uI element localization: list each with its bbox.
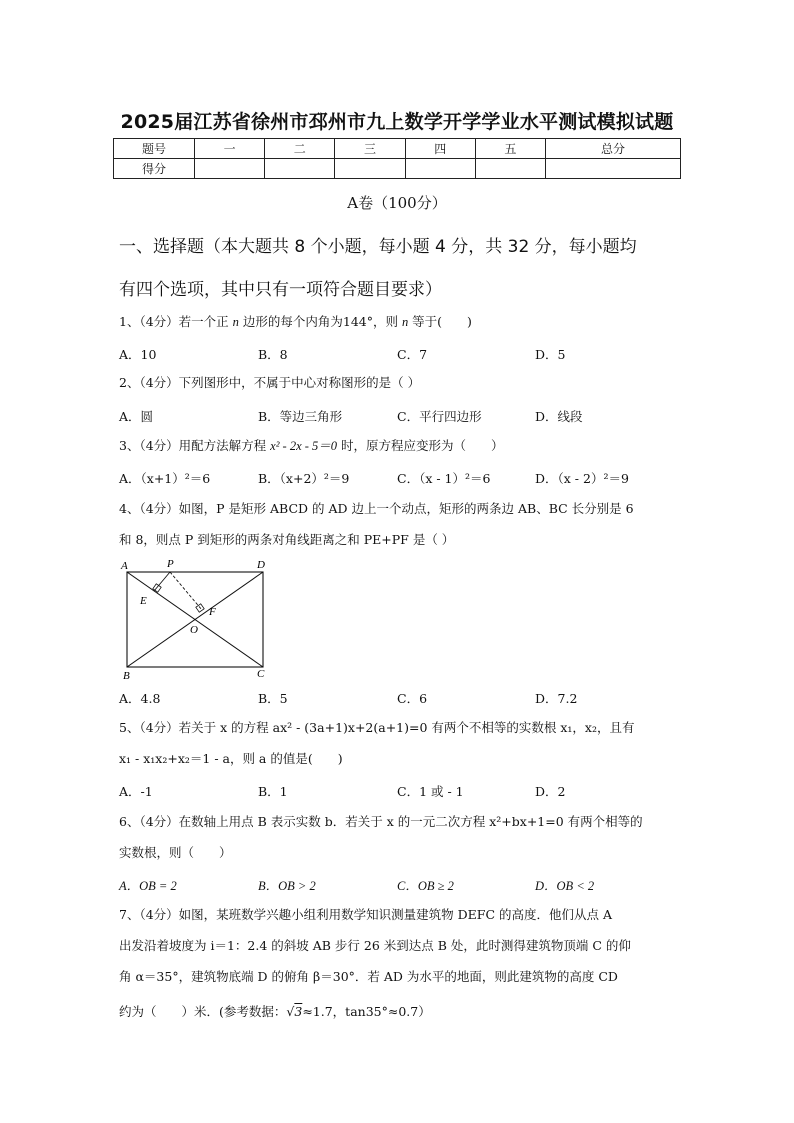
question-1 [119,312,684,332]
option-d[interactable]: D．OB < 2 [535,879,595,893]
rectangle-figure [117,557,277,682]
question-7-line3: 角 α＝35°，建筑物底端 D 的俯角 β＝30°．若 AD 为水平的地面，则此建筑物的高度 CD [119,969,618,984]
q7-sqrt-value: 3 [294,1004,303,1019]
option-c[interactable]: C．（x - 1）²＝6 [397,471,491,486]
q3-pre: 3、（4分）用配方法解方程 [119,438,271,453]
option-a[interactable]: A．圆 [119,409,154,424]
label-b: B [123,670,130,682]
option-a[interactable]: A．4.8 [119,691,161,706]
option-c[interactable]: C．平行四边形 [397,409,482,424]
table-cell: 总分 [546,139,681,159]
option-b[interactable]: B．8 [258,347,288,362]
score-cell[interactable] [335,159,405,179]
option-c[interactable]: C．7 [397,347,428,362]
table-cell: 二 [265,139,335,159]
option-a[interactable]: A．-1 [119,784,153,799]
table-cell: 五 [475,139,545,159]
q1-post: 等于( ) [408,314,472,329]
page-title: 2025届江苏省徐州市邳州市九上数学开学学业水平测试模拟试题 [120,111,674,133]
q5-options [119,782,684,800]
option-d[interactable]: D．5 [535,347,566,362]
score-cell[interactable] [265,159,335,179]
score-cell[interactable] [195,159,265,179]
option-a[interactable]: A．OB = 2 [119,879,177,893]
question-7-line2: 出发沿着坡度为 i＝1：2.4 的斜坡 AB 步行 26 米到达点 B 处，此时测得建筑物顶端 C 的仰 [119,938,631,953]
q1-pre: 1、（4分）若一个正 [119,314,233,329]
question-5-line2: x₁ - x₁x₂+x₂＝1 - a，则 a 的值是( ) [119,751,343,766]
option-b[interactable]: B．等边三角形 [258,409,343,424]
table-cell: 一 [195,139,265,159]
section-title: A卷（100分） [347,194,447,212]
table-row [114,139,681,159]
option-b[interactable]: B．1 [258,784,288,799]
q6-options [119,876,684,894]
score-table [113,138,681,179]
q1-options [119,345,684,363]
q1-n1: n [232,315,239,329]
section-heading-line2: 有四个选项，其中只有一项符合题目要求） [119,280,442,300]
q4-options [119,689,684,707]
option-c[interactable]: C．6 [397,691,428,706]
question-5-line1: 5、（4分）若关于 x 的方程 ax² - (3a+1)x+2(a+1)=0 有两个不相等的实数根 x₁，x₂，且有 [119,720,635,735]
q3-post: 时，原方程应变形为（ ） [337,438,504,453]
option-c[interactable]: C．1 或 - 1 [397,784,464,799]
label-f: F [209,606,216,618]
option-a[interactable]: A．10 [119,347,157,362]
option-d[interactable]: D．7.2 [535,691,578,706]
q1-mid: 边形的每个内角为144°，则 [238,314,402,329]
table-cell: 题号 [114,139,195,159]
option-b[interactable]: B．OB > 2 [258,879,316,893]
question-4-line2: 和 8，则点 P 到矩形的两条对角线距离之和 PE+PF 是（ ） [119,532,455,547]
question-3 [119,436,684,456]
option-b[interactable]: B．（x+2）²＝9 [258,471,350,486]
q7-line4-pre: 约为（ ）米．(参考数据： [119,1004,287,1019]
question-7-line4 [119,1002,684,1022]
table-cell: 得分 [114,159,195,179]
q7-line4-post: ≈1.7，tan35°≈0.7） [302,1004,431,1019]
question-4-line1: 4、（4分）如图，P 是矩形 ABCD 的 AD 边上一个动点，矩形的两条边 AB、BC 长分别是 6 [119,501,634,516]
table-cell: 四 [405,139,475,159]
option-d[interactable]: D．（x - 2）²＝9 [535,471,629,486]
q1-n2: n [401,315,409,329]
q3-options [119,469,684,487]
question-2: 2、（4分）下列图形中，不属于中心对称图形的是（ ） [119,375,421,390]
score-cell[interactable] [405,159,475,179]
label-d: D [257,559,265,571]
question-7-line1: 7、（4分）如图，某班数学兴趣小组利用数学知识测量建筑物 DEFC 的高度．他们从点 A [119,907,612,922]
table-row [114,159,681,179]
score-cell[interactable] [475,159,545,179]
q3-equation: x² - 2x - 5＝0 [270,439,338,453]
section-heading-line1: 一、选择题（本大题共 8 个小题，每小题 4 分，共 32 分，每小题均 [119,237,637,257]
table-cell: 三 [335,139,405,159]
sqrt-icon: √ [286,1004,295,1019]
label-o: O [190,624,198,636]
segment-pf [170,572,202,610]
option-a[interactable]: A．（x+1）²＝6 [119,471,211,486]
question-6-line2: 实数根，则（ ） [119,845,232,860]
option-c[interactable]: C．OB ≥ 2 [397,879,454,893]
q2-options [119,407,684,425]
question-6-line1: 6、（4分）在数轴上用点 B 表示实数 b．若关于 x 的一元二次方程 x²+bx+1=0 有两个相等的 [119,814,643,829]
option-d[interactable]: D．2 [535,784,566,799]
option-d[interactable]: D．线段 [535,409,583,424]
label-e: E [140,595,147,607]
label-p: P [167,558,174,570]
option-b[interactable]: B．5 [258,691,288,706]
score-cell[interactable] [546,159,681,179]
segment-pe [154,572,170,591]
label-c: C [257,668,265,680]
label-a: A [121,560,128,572]
